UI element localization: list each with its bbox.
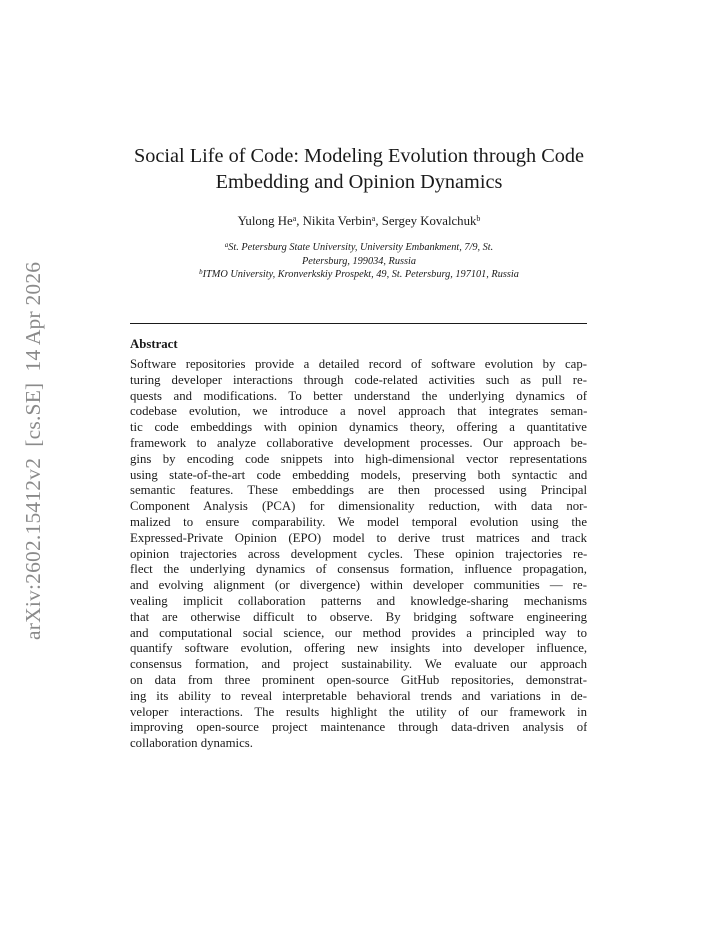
author-affiliation-mark: a <box>371 214 376 223</box>
abstract-line: quantify software evolution, offering new insights into developer influence, <box>130 641 587 656</box>
arxiv-identifier: arXiv:2602.15412v2 [cs.SE] 14 Apr 2026 <box>21 261 45 640</box>
abstract-line: gins by encoding code snippets into high-dimensional vector representations <box>130 451 587 466</box>
affiliation-line <box>130 268 588 282</box>
abstract-line: Component Analysis (PCA) for dimensionality reduction, with data nor- <box>130 499 587 514</box>
affiliation-mark: b <box>199 268 203 276</box>
abstract-line: Expressed-Private Opinion (EPO) model to derive trust matrices and track <box>130 530 587 545</box>
abstract-line: framework to analyze collaborative development processes. Our approach be- <box>130 435 587 450</box>
author-affiliation-mark: b <box>476 214 481 223</box>
abstract-line: consensus formation, and project sustainability. We evaluate our approach <box>130 657 587 672</box>
horizontal-rule <box>130 323 587 324</box>
affiliation-a <box>140 241 578 268</box>
author-name: Sergey Kovalchuk <box>381 214 477 228</box>
affiliation-text: St. Petersburg State University, University Embankment, 7/9, St. <box>228 242 494 253</box>
abstract-line: on data from three prominent open-source GitHub repositories, demonstrat- <box>130 672 587 687</box>
title-line: Social Life of Code: Modeling Evolution through Code <box>133 145 585 167</box>
abstract-heading: Abstract <box>130 337 178 351</box>
abstract-line: quests and modifications. To better understand the underlying dynamics of <box>130 388 587 403</box>
abstract-line: collaboration dynamics. <box>130 736 253 751</box>
abstract-line: and computational social science, our method provides a principled way to <box>130 625 587 640</box>
affiliation-line: Petersburg, 199034, Russia <box>301 255 417 267</box>
abstract-line: improving open-source project maintenance through data-driven analysis of <box>130 720 587 735</box>
abstract-line: opinion trajectories across development cycles. These opinion trajectories re- <box>130 546 587 561</box>
abstract-line: that are otherwise difficult to observe. By bridging software engineering <box>130 609 587 624</box>
abstract-line: and evolving alignment (or divergence) within developer communities — re- <box>130 578 587 593</box>
author-affiliation-mark: a <box>292 214 297 223</box>
affiliation-mark: a <box>224 241 229 249</box>
abstract-line: vealing implicit collaboration patterns and knowledge-sharing mechanisms <box>130 593 587 608</box>
abstract-body <box>130 357 587 752</box>
paper-title <box>110 143 608 195</box>
abstract-line: malized to ensure comparability. We model temporal evolution using the <box>130 514 587 529</box>
abstract-line: ing its ability to reveal interpretable behavioral trends and variations in de- <box>130 688 587 703</box>
affiliation-line <box>140 241 578 255</box>
abstract-line: turing developer interactions through code-related activities such as pull re- <box>130 372 587 387</box>
affiliation-text: ITMO University, Kronverkskiy Prospekt, 49, St. Petersburg, 197101, Russia <box>202 269 519 280</box>
abstract-line: veloper interactions. The results highlight the utility of our framework in <box>130 704 587 719</box>
abstract-line: tic code embeddings with opinion dynamics theory, offering a quantitative <box>130 420 587 435</box>
abstract-line: semantic features. These embeddings are then processed using Principal <box>130 483 587 498</box>
author-list: Yulong He$^a$, Nikita Verbin$^a$, Sergey Kovalchuk$^b$ <box>237 214 481 228</box>
author-name: Yulong He <box>237 214 293 228</box>
abstract-line: Software repositories provide a detailed record of software evolution by cap- <box>130 357 587 371</box>
abstract-line: using state-of-the-art code embedding models, preserving both syntactic and <box>130 467 587 482</box>
title-line: Embedding and Opinion Dynamics <box>215 171 503 193</box>
abstract-line: flect the underlying dynamics of consensus formation, influence propagation, <box>130 562 587 577</box>
author-name: Nikita Verbin <box>302 214 372 228</box>
abstract-line: codebase evolution, we introduce a novel approach that integrates seman- <box>130 404 587 419</box>
affiliation-b <box>130 268 588 282</box>
